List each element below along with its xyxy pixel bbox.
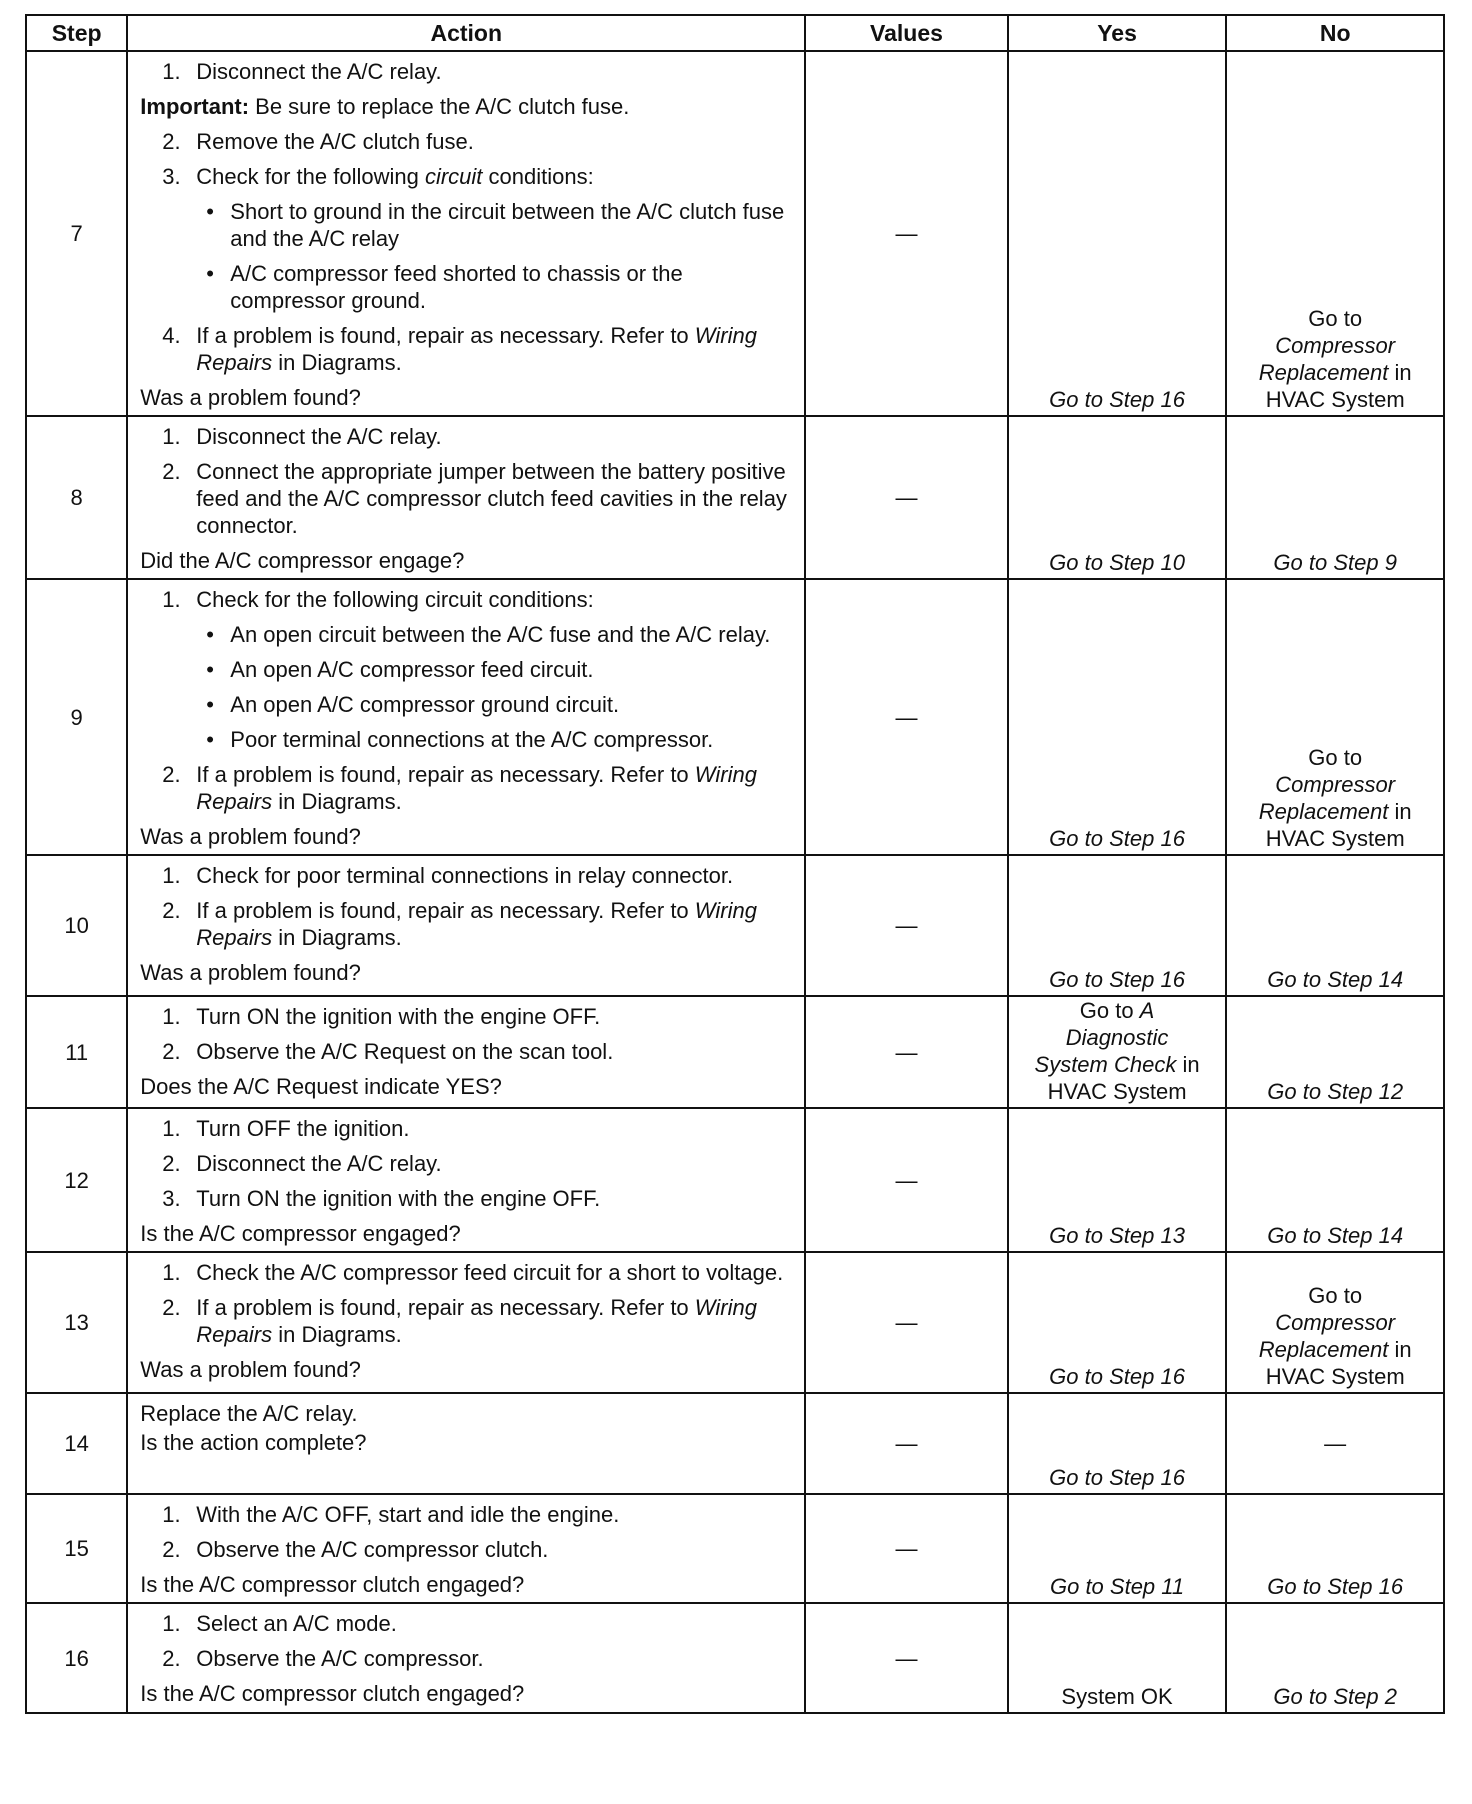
- step-number: 11: [26, 996, 127, 1108]
- yes-text: Diagnostic: [1065, 1025, 1169, 1050]
- step-number: 12: [26, 1108, 127, 1252]
- table-row: [26, 1603, 1444, 1713]
- action-line: Check the A/C compressor feed circuit for a short to voltage.: [196, 1260, 784, 1285]
- text: in Diagrams.: [272, 1322, 402, 1347]
- header-action: Action: [127, 15, 805, 51]
- action-line: Turn OFF the ignition.: [196, 1116, 410, 1141]
- action-line: [196, 322, 796, 376]
- step-number: 16: [26, 1603, 127, 1713]
- no-text: Go to: [1308, 1283, 1363, 1308]
- no-cell: [1226, 996, 1444, 1108]
- question: Was a problem found?: [140, 385, 361, 410]
- bullet-line: A/C compressor feed shorted to chassis or the compressor ground.: [230, 261, 683, 313]
- yes-text: HVAC System: [1047, 1079, 1187, 1104]
- action-cell: [127, 579, 805, 855]
- yes-cell: [1008, 416, 1227, 579]
- question: Was a problem found?: [140, 824, 361, 849]
- action-line: Connect the appropriate jumper between the battery positive feed and the A/C compressor clutch feed cavities in the relay connector.: [196, 459, 787, 538]
- item-number: 2.: [162, 1537, 181, 1562]
- bullet-icon: •: [206, 692, 214, 717]
- action-cell: [127, 996, 805, 1108]
- yes-cell: [1008, 1494, 1227, 1603]
- no-cell: [1226, 1494, 1444, 1603]
- yes-cell: [1008, 1252, 1227, 1393]
- important-text: Be sure to replace the A/C clutch fuse.: [249, 94, 630, 119]
- bullet-line: Short to ground in the circuit between the A/C clutch fuse and the A/C relay: [230, 199, 785, 251]
- values-cell: —: [805, 416, 1008, 579]
- item-number: 1.: [162, 59, 181, 84]
- no-text: Go to Step 12: [1267, 1079, 1404, 1104]
- table-row: [26, 579, 1444, 855]
- yes-cell: [1008, 1393, 1227, 1494]
- bullet-line: An open A/C compressor feed circuit.: [230, 657, 594, 682]
- item-number: 3.: [162, 1186, 181, 1211]
- italic-text: Wiring Repairs: [196, 762, 757, 814]
- values-cell: —: [805, 996, 1008, 1108]
- table-row: [26, 855, 1444, 996]
- text: conditions:: [482, 164, 594, 189]
- yes-text: Go to Step 16: [1049, 1465, 1185, 1490]
- no-cell: [1226, 1108, 1444, 1252]
- text: in Diagrams.: [272, 350, 402, 375]
- no-text: Compressor: [1275, 333, 1396, 358]
- item-number: 4.: [162, 323, 181, 348]
- values-cell: —: [805, 1393, 1008, 1494]
- values-cell: —: [805, 51, 1008, 416]
- values-cell: —: [805, 579, 1008, 855]
- action-line: [196, 761, 796, 815]
- yes-text: in: [1176, 1052, 1200, 1077]
- item-number: 2.: [162, 1151, 181, 1176]
- text: in Diagrams.: [272, 925, 402, 950]
- text: If a problem is found, repair as necessary. Refer to: [196, 323, 695, 348]
- yes-text: Go to Step 11: [1049, 1574, 1185, 1599]
- bullet-icon: •: [206, 727, 214, 752]
- text: If a problem is found, repair as necessary. Refer to: [196, 898, 695, 923]
- action-cell: [127, 416, 805, 579]
- step-number: 10: [26, 855, 127, 996]
- no-cell: [1226, 1252, 1444, 1393]
- item-number: 1.: [162, 1260, 181, 1285]
- bullet-line: Poor terminal connections at the A/C compressor.: [230, 727, 714, 752]
- yes-text: Go to Step 16: [1049, 1364, 1185, 1389]
- bullet-line: An open A/C compressor ground circuit.: [230, 692, 620, 717]
- bullet-icon: •: [206, 657, 214, 682]
- item-number: 1.: [162, 1004, 181, 1029]
- action-line: Observe the A/C compressor.: [196, 1646, 484, 1671]
- yes-cell: [1008, 1108, 1227, 1252]
- no-text: Compressor: [1275, 772, 1396, 797]
- no-text: in: [1388, 799, 1412, 824]
- table-row: [26, 1252, 1444, 1393]
- action-cell: [127, 1108, 805, 1252]
- no-text: Replacement: [1258, 360, 1389, 385]
- values-cell: —: [805, 855, 1008, 996]
- yes-cell: [1008, 1603, 1227, 1713]
- action-cell: [127, 855, 805, 996]
- action-line: Observe the A/C Request on the scan tool.: [196, 1039, 614, 1064]
- text: If a problem is found, repair as necessary. Refer to: [196, 1295, 695, 1320]
- action-line: Remove the A/C clutch fuse.: [196, 129, 474, 154]
- step-number: 13: [26, 1252, 127, 1393]
- yes-cell: [1008, 996, 1227, 1108]
- no-text: Go to Step 9: [1273, 550, 1397, 575]
- yes-text: Go to Step 16: [1049, 967, 1185, 992]
- action-line: [196, 897, 796, 951]
- bullet-line: An open circuit between the A/C fuse and the A/C relay.: [230, 622, 771, 647]
- header-yes: Yes: [1008, 15, 1227, 51]
- item-number: 2.: [162, 762, 181, 787]
- bullet-icon: •: [206, 261, 214, 286]
- header-values: Values: [805, 15, 1008, 51]
- item-number: 2.: [162, 459, 181, 484]
- item-number: 1.: [162, 424, 181, 449]
- question: Is the A/C compressor clutch engaged?: [140, 1681, 525, 1706]
- action-cell: [127, 1252, 805, 1393]
- step-number: 15: [26, 1494, 127, 1603]
- header-no: No: [1226, 15, 1444, 51]
- text: If a problem is found, repair as necessary. Refer to: [196, 762, 695, 787]
- no-cell: [1226, 51, 1444, 416]
- no-text: Go to Step 14: [1267, 1223, 1404, 1248]
- bullet-icon: •: [206, 622, 214, 647]
- action-line: With the A/C OFF, start and idle the engine.: [196, 1502, 620, 1527]
- important-note: [140, 93, 796, 120]
- no-cell: [1226, 1603, 1444, 1713]
- step-number: 8: [26, 416, 127, 579]
- no-text: Go to Step 2: [1273, 1684, 1397, 1709]
- no-text: Go to Step 16: [1267, 1574, 1404, 1599]
- action-line: Turn ON the ignition with the engine OFF.: [196, 1004, 601, 1029]
- no-cell: [1226, 855, 1444, 996]
- action-cell: [127, 1494, 805, 1603]
- yes-text: Go to Step 16: [1049, 826, 1185, 851]
- text: in Diagrams.: [272, 789, 402, 814]
- question: Does the A/C Request indicate YES?: [140, 1074, 502, 1099]
- yes-text: A: [1139, 998, 1155, 1023]
- no-text: Replacement: [1258, 1337, 1389, 1362]
- table-row: [26, 996, 1444, 1108]
- question: Was a problem found?: [140, 960, 361, 985]
- item-number: 2.: [162, 1646, 181, 1671]
- yes-text: Go to Step 10: [1049, 550, 1185, 575]
- header-step: Step: [26, 15, 127, 51]
- table-row: [26, 1108, 1444, 1252]
- action-cell: [127, 1603, 805, 1713]
- yes-cell: [1008, 51, 1227, 416]
- action-line: Disconnect the A/C relay.: [196, 424, 442, 449]
- yes-text: System Check: [1034, 1052, 1177, 1077]
- italic-text: Wiring Repairs: [196, 898, 757, 950]
- no-text: in: [1388, 360, 1412, 385]
- item-number: 1.: [162, 1116, 181, 1141]
- step-number: 9: [26, 579, 127, 855]
- no-text: Go to Step 14: [1267, 967, 1404, 992]
- no-text: Compressor: [1275, 1310, 1396, 1335]
- action-line: Select an A/C mode.: [196, 1611, 397, 1636]
- values-cell: —: [805, 1494, 1008, 1603]
- header-row: [26, 15, 1444, 51]
- table-row: [26, 1393, 1444, 1494]
- item-number: 1.: [162, 587, 181, 612]
- step-number: 7: [26, 51, 127, 416]
- item-number: 2.: [162, 898, 181, 923]
- italic-text: Wiring Repairs: [196, 323, 757, 375]
- question: Was a problem found?: [140, 1357, 361, 1382]
- important-label: Important:: [140, 94, 250, 119]
- no-text: in: [1388, 1337, 1412, 1362]
- bullet-icon: •: [206, 199, 214, 224]
- item-number: 2.: [162, 1039, 181, 1064]
- no-text: HVAC System: [1265, 387, 1405, 412]
- item-number: 1.: [162, 863, 181, 888]
- italic-text: circuit: [424, 164, 483, 189]
- question: Did the A/C compressor engage?: [140, 548, 465, 573]
- action-line: Check for poor terminal connections in relay connector.: [196, 863, 734, 888]
- table-row: [26, 1494, 1444, 1603]
- yes-cell: [1008, 855, 1227, 996]
- action-cell: [127, 1393, 805, 1494]
- text: Check for the following: [196, 164, 425, 189]
- table-row: [26, 51, 1444, 416]
- table-row: [26, 416, 1444, 579]
- question: Is the A/C compressor clutch engaged?: [140, 1572, 525, 1597]
- action-line: Disconnect the A/C relay.: [196, 1151, 442, 1176]
- no-text: Replacement: [1258, 799, 1389, 824]
- diagnostic-table: [25, 14, 1445, 1714]
- action-line: Observe the A/C compressor clutch.: [196, 1537, 549, 1562]
- no-cell: [1226, 416, 1444, 579]
- item-number: 1.: [162, 1611, 181, 1636]
- no-cell: —: [1226, 1393, 1444, 1494]
- item-number: 1.: [162, 1502, 181, 1527]
- action-line: [196, 1294, 796, 1348]
- yes-text: Go to Step 13: [1049, 1223, 1185, 1248]
- question: Is the A/C compressor engaged?: [140, 1221, 461, 1246]
- values-cell: —: [805, 1108, 1008, 1252]
- item-number: 3.: [162, 164, 181, 189]
- italic-text: Wiring Repairs: [196, 1295, 757, 1347]
- action-line: Turn ON the ignition with the engine OFF.: [196, 1186, 601, 1211]
- action-line: Check for the following circuit conditions:: [196, 587, 594, 612]
- no-text: HVAC System: [1265, 1364, 1405, 1389]
- yes-text: System OK: [1061, 1684, 1173, 1709]
- values-cell: —: [805, 1603, 1008, 1713]
- step-number: 14: [26, 1393, 127, 1494]
- no-text: HVAC System: [1265, 826, 1405, 851]
- item-number: 2.: [162, 129, 181, 154]
- values-cell: —: [805, 1252, 1008, 1393]
- item-number: 2.: [162, 1295, 181, 1320]
- action-line: Replace the A/C relay.: [140, 1401, 358, 1426]
- yes-text: Go to: [1079, 998, 1140, 1023]
- no-cell: [1226, 579, 1444, 855]
- no-text: Go to: [1308, 745, 1363, 770]
- action-line: Disconnect the A/C relay.: [196, 59, 442, 84]
- no-text: Go to: [1308, 306, 1363, 331]
- yes-cell: [1008, 579, 1227, 855]
- question: Is the action complete?: [140, 1430, 367, 1455]
- action-line: [196, 163, 796, 190]
- action-cell: [127, 51, 805, 416]
- yes-text: Go to Step 16: [1049, 387, 1185, 412]
